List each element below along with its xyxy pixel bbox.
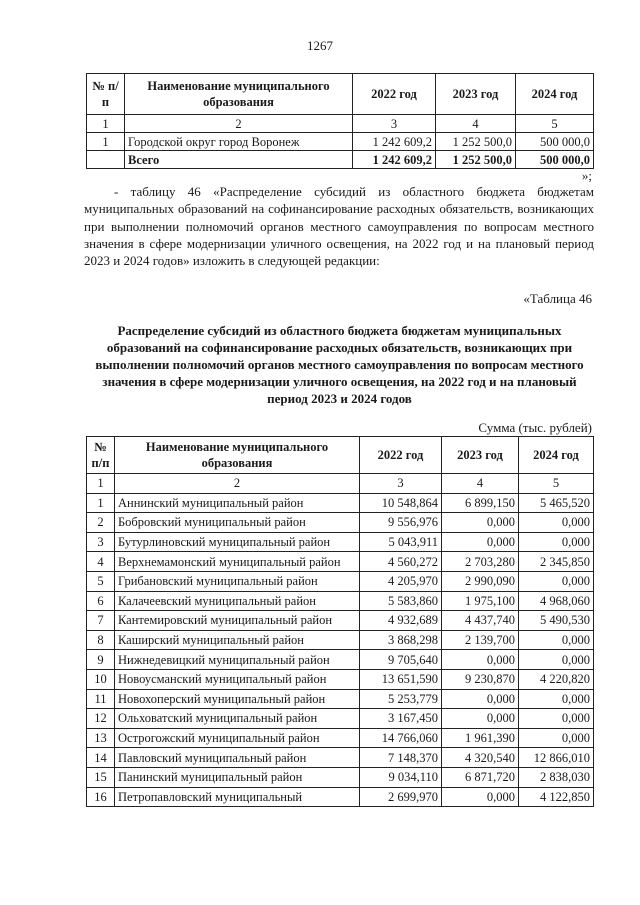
value-2023: 1 961,390 xyxy=(442,728,519,748)
value-2022: 3 167,450 xyxy=(360,709,442,729)
municipality-name: Новохоперский муниципальный район xyxy=(115,689,360,709)
header-numbers-row xyxy=(87,474,594,494)
header-number-cell: 1 xyxy=(87,115,125,133)
row-number: 12 xyxy=(87,709,115,729)
value-2024: 2 838,030 xyxy=(519,767,594,787)
value-2022: 9 556,976 xyxy=(360,513,442,533)
row-number: 4 xyxy=(87,552,115,572)
table-46 xyxy=(86,436,594,807)
header-number-cell: 4 xyxy=(436,115,516,133)
header-number-cell: 3 xyxy=(353,115,436,133)
value-2022: 13 651,590 xyxy=(360,669,442,689)
col-header-2022: 2022 год xyxy=(353,74,436,115)
value-2022: 9 034,110 xyxy=(360,767,442,787)
value-2023: 6 871,720 xyxy=(442,767,519,787)
table-row xyxy=(87,493,594,513)
value-2024: 5 465,520 xyxy=(519,493,594,513)
sum-unit: Сумма (тыс. рублей) xyxy=(478,420,592,435)
municipality-name: Павловский муниципальный район xyxy=(115,748,360,768)
value-2022: 2 699,970 xyxy=(360,787,442,807)
table-row xyxy=(87,669,594,689)
table-row xyxy=(87,709,594,729)
municipality-name: Кантемировский муниципальный район xyxy=(115,611,360,631)
value-2024: 0,000 xyxy=(519,689,594,709)
col-header-num: № п/п xyxy=(87,74,125,115)
value-2022: 5 583,860 xyxy=(360,591,442,611)
value-2024: 0,000 xyxy=(519,571,594,591)
value-2022: 4 932,689 xyxy=(360,611,442,631)
table-title: Распределение субсидий из областного бюджета бюджетам муниципальных образований на софинансирование расходных обязательств, возникающих при выполнении полномочий органов местного самоуправления по вопросам местного значения в сфере модернизации уличного освещения, на 2022 год и на плановый период 2023 и 2024 годов xyxy=(95,323,584,406)
value-2022: 10 548,864 xyxy=(360,493,442,513)
header-number-cell: 4 xyxy=(442,474,519,494)
row-number: 6 xyxy=(87,591,115,611)
row-number: 2 xyxy=(87,513,115,533)
row-number: 1 xyxy=(87,493,115,513)
value-2022: 9 705,640 xyxy=(360,650,442,670)
municipality-name: Городской округ город Воронеж xyxy=(125,133,353,151)
col-header-2023: 2023 год xyxy=(436,74,516,115)
municipality-name: Верхнемамонский муниципальный район xyxy=(115,552,360,572)
table-row xyxy=(87,787,594,807)
row-number: 14 xyxy=(87,748,115,768)
value-2024: 0,000 xyxy=(519,513,594,533)
row-number: 11 xyxy=(87,689,115,709)
row-number: 3 xyxy=(87,532,115,552)
col-header-2024: 2024 год xyxy=(516,74,594,115)
col-header-2024: 2024 год xyxy=(519,437,594,474)
municipality-name: Грибановский муниципальный район xyxy=(115,571,360,591)
value-2023: 2 703,280 xyxy=(442,552,519,572)
municipality-name: Аннинский муниципальный район xyxy=(115,493,360,513)
table-row xyxy=(87,630,594,650)
value-2022: 1 242 609,2 xyxy=(353,133,436,151)
value-2024: 0,000 xyxy=(519,709,594,729)
header-number-cell: 2 xyxy=(125,115,353,133)
value-2022: 4 560,272 xyxy=(360,552,442,572)
value-2023: 4 437,740 xyxy=(442,611,519,631)
value-2023: 0,000 xyxy=(442,532,519,552)
municipality-name: Новоусманский муниципальный район xyxy=(115,669,360,689)
table-row xyxy=(87,591,594,611)
row-number: 1 xyxy=(87,133,125,151)
municipality-name: Бобровский муниципальный район xyxy=(115,513,360,533)
value-2023: 1 252 500,0 xyxy=(436,133,516,151)
value-2024: 0,000 xyxy=(519,630,594,650)
table-row xyxy=(87,689,594,709)
value-2024: 0,000 xyxy=(519,728,594,748)
value-2023: 9 230,870 xyxy=(442,669,519,689)
value-2023: 4 320,540 xyxy=(442,748,519,768)
paragraph-text: - таблицу 46 «Распределение субсидий из областного бюджета бюджетам муниципальных образований на софинансирование расходных обязательств, возникающих при выполнении полномочий органов местного самоуправления по вопросам местного значения в сфере модернизации уличного освещения, на 2022 год и на плановый период 2023 и 2024 годов» изложить в следующей редакции: xyxy=(84,184,594,269)
value-2022: 5 253,779 xyxy=(360,689,442,709)
total-row xyxy=(87,151,594,169)
header-number-cell: 3 xyxy=(360,474,442,494)
value-2024: 12 866,010 xyxy=(519,748,594,768)
municipality-name: Бутурлиновский муниципальный район xyxy=(115,532,360,552)
municipality-name: Панинский муниципальный район xyxy=(115,767,360,787)
value-2024: 4 968,060 xyxy=(519,591,594,611)
table-row xyxy=(87,571,594,591)
col-header-2023: 2023 год xyxy=(442,437,519,474)
value-2024: 500 000,0 xyxy=(516,133,594,151)
value-2024: 0,000 xyxy=(519,650,594,670)
municipality-name: Нижнедевицкий муниципальный район xyxy=(115,650,360,670)
table-row xyxy=(87,532,594,552)
row-number: 7 xyxy=(87,611,115,631)
quote-end: »; xyxy=(581,168,592,183)
col-header-name: Наименование муниципального образования xyxy=(125,74,353,115)
value-2022: 4 205,970 xyxy=(360,571,442,591)
table-row xyxy=(87,650,594,670)
header-number-cell: 5 xyxy=(519,474,594,494)
header-number-cell: 1 xyxy=(87,474,115,494)
table-row xyxy=(87,513,594,533)
col-header-2022: 2022 год xyxy=(360,437,442,474)
row-number: 8 xyxy=(87,630,115,650)
col-header-num: № п/п xyxy=(87,437,115,474)
table-prev xyxy=(86,73,594,169)
value-2023: 2 990,090 xyxy=(442,571,519,591)
header-number-cell: 5 xyxy=(516,115,594,133)
total-2022: 1 242 609,2 xyxy=(353,151,436,169)
value-2023: 0,000 xyxy=(442,787,519,807)
value-2024: 0,000 xyxy=(519,532,594,552)
table-row xyxy=(87,611,594,631)
row-number: 10 xyxy=(87,669,115,689)
table-row xyxy=(87,728,594,748)
value-2023: 0,000 xyxy=(442,513,519,533)
value-2023: 1 975,100 xyxy=(442,591,519,611)
value-2023: 0,000 xyxy=(442,709,519,729)
value-2023: 0,000 xyxy=(442,689,519,709)
table-row xyxy=(87,133,594,151)
value-2023: 6 899,150 xyxy=(442,493,519,513)
col-header-name: Наименование муниципального образования xyxy=(115,437,360,474)
total-num-cell xyxy=(87,151,125,169)
table-row xyxy=(87,748,594,768)
header-number-cell: 2 xyxy=(115,474,360,494)
table-row xyxy=(87,552,594,572)
header-numbers-row xyxy=(87,115,594,133)
value-2024: 4 122,850 xyxy=(519,787,594,807)
table-label: «Таблица 46 xyxy=(523,291,592,306)
value-2022: 14 766,060 xyxy=(360,728,442,748)
municipality-name: Петропавловский муниципальный xyxy=(115,787,360,807)
value-2024: 2 345,850 xyxy=(519,552,594,572)
row-number: 16 xyxy=(87,787,115,807)
municipality-name: Калачеевский муниципальный район xyxy=(115,591,360,611)
value-2023: 2 139,700 xyxy=(442,630,519,650)
value-2024: 5 490,530 xyxy=(519,611,594,631)
row-number: 9 xyxy=(87,650,115,670)
row-number: 13 xyxy=(87,728,115,748)
total-2024: 500 000,0 xyxy=(516,151,594,169)
municipality-name: Ольховатский муниципальный район xyxy=(115,709,360,729)
row-number: 5 xyxy=(87,571,115,591)
row-number: 15 xyxy=(87,767,115,787)
value-2022: 3 868,298 xyxy=(360,630,442,650)
amendment-paragraph xyxy=(84,183,594,269)
value-2022: 7 148,370 xyxy=(360,748,442,768)
value-2022: 5 043,911 xyxy=(360,532,442,552)
value-2024: 4 220,820 xyxy=(519,669,594,689)
table-row xyxy=(87,767,594,787)
total-label: Всего xyxy=(125,151,353,169)
municipality-name: Каширский муниципальный район xyxy=(115,630,360,650)
municipality-name: Острогожский муниципальный район xyxy=(115,728,360,748)
value-2023: 0,000 xyxy=(442,650,519,670)
page-number: 1267 xyxy=(307,38,333,53)
total-2023: 1 252 500,0 xyxy=(436,151,516,169)
